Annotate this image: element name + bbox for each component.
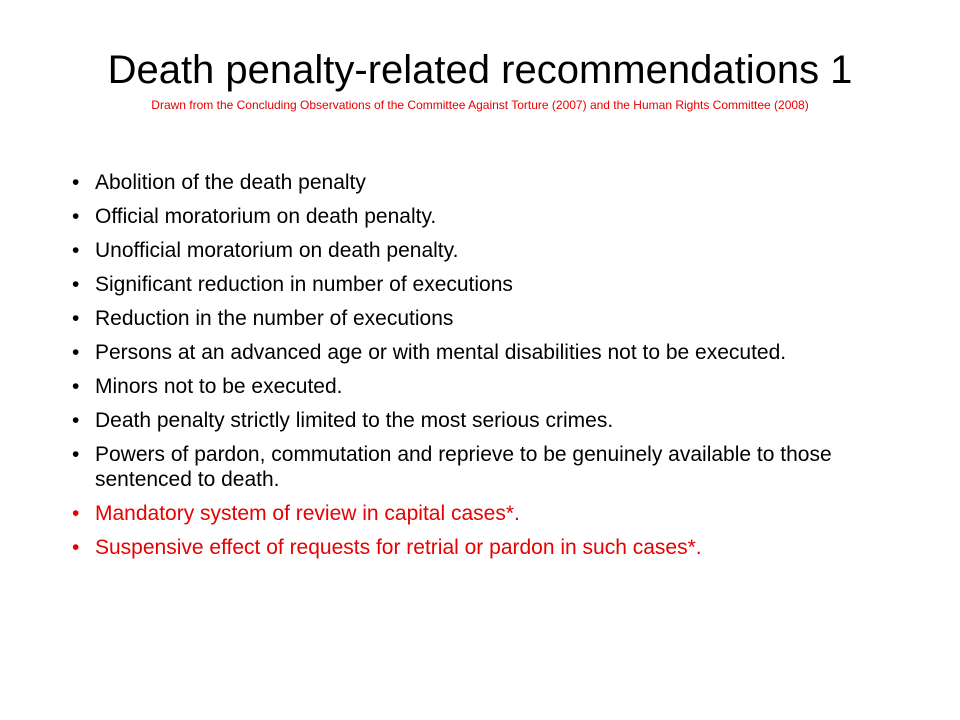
bullet-dot-icon: •	[72, 307, 80, 330]
bullet-text: Minors not to be executed.	[95, 375, 343, 398]
bullet-item	[72, 204, 882, 229]
title-block	[60, 46, 900, 113]
bullet-text: Persons at an advanced age or with mental disabilities not to be executed.	[95, 341, 787, 364]
bullet-item	[72, 170, 882, 195]
bullet-item-highlighted	[72, 501, 882, 526]
bullet-list	[72, 170, 882, 569]
bullet-item	[72, 374, 882, 399]
bullet-dot-icon: •	[72, 502, 80, 525]
slide-subtitle: Drawn from the Concluding Observations of the Committee Against Torture (2007) and the Human Rights Committee (2008)	[151, 98, 809, 112]
bullet-item	[72, 272, 882, 297]
bullet-text: Suspensive effect of requests for retrial or pardon in such cases*.	[95, 536, 702, 559]
bullet-dot-icon: •	[72, 375, 80, 398]
bullet-text: Abolition of the death penalty	[95, 171, 366, 194]
bullet-dot-icon: •	[72, 409, 80, 432]
bullet-text: Powers of pardon, commutation and reprieve to be genuinely available to those sentenced to death.	[95, 443, 832, 491]
bullet-text: Reduction in the number of executions	[95, 307, 454, 330]
bullet-item	[72, 408, 882, 433]
bullet-item	[72, 238, 882, 263]
bullet-dot-icon: •	[72, 443, 80, 466]
bullet-text: Official moratorium on death penalty.	[95, 205, 437, 228]
bullet-dot-icon: •	[72, 341, 80, 364]
bullet-item	[72, 306, 882, 331]
bullet-item	[72, 340, 882, 365]
bullet-item-highlighted	[72, 535, 882, 560]
bullet-text: Unofficial moratorium on death penalty.	[95, 239, 459, 262]
bullet-dot-icon: •	[72, 171, 80, 194]
bullet-dot-icon: •	[72, 273, 80, 296]
bullet-dot-icon: •	[72, 205, 80, 228]
bullet-dot-icon: •	[72, 239, 80, 262]
bullet-dot-icon: •	[72, 536, 80, 559]
bullet-item	[72, 442, 882, 492]
bullet-text: Significant reduction in number of executions	[95, 273, 513, 296]
slide-title: Death penalty-related recommendations 1	[107, 48, 853, 92]
bullet-text: Mandatory system of review in capital cases*.	[95, 502, 520, 525]
bullet-text: Death penalty strictly limited to the most serious crimes.	[95, 409, 614, 432]
